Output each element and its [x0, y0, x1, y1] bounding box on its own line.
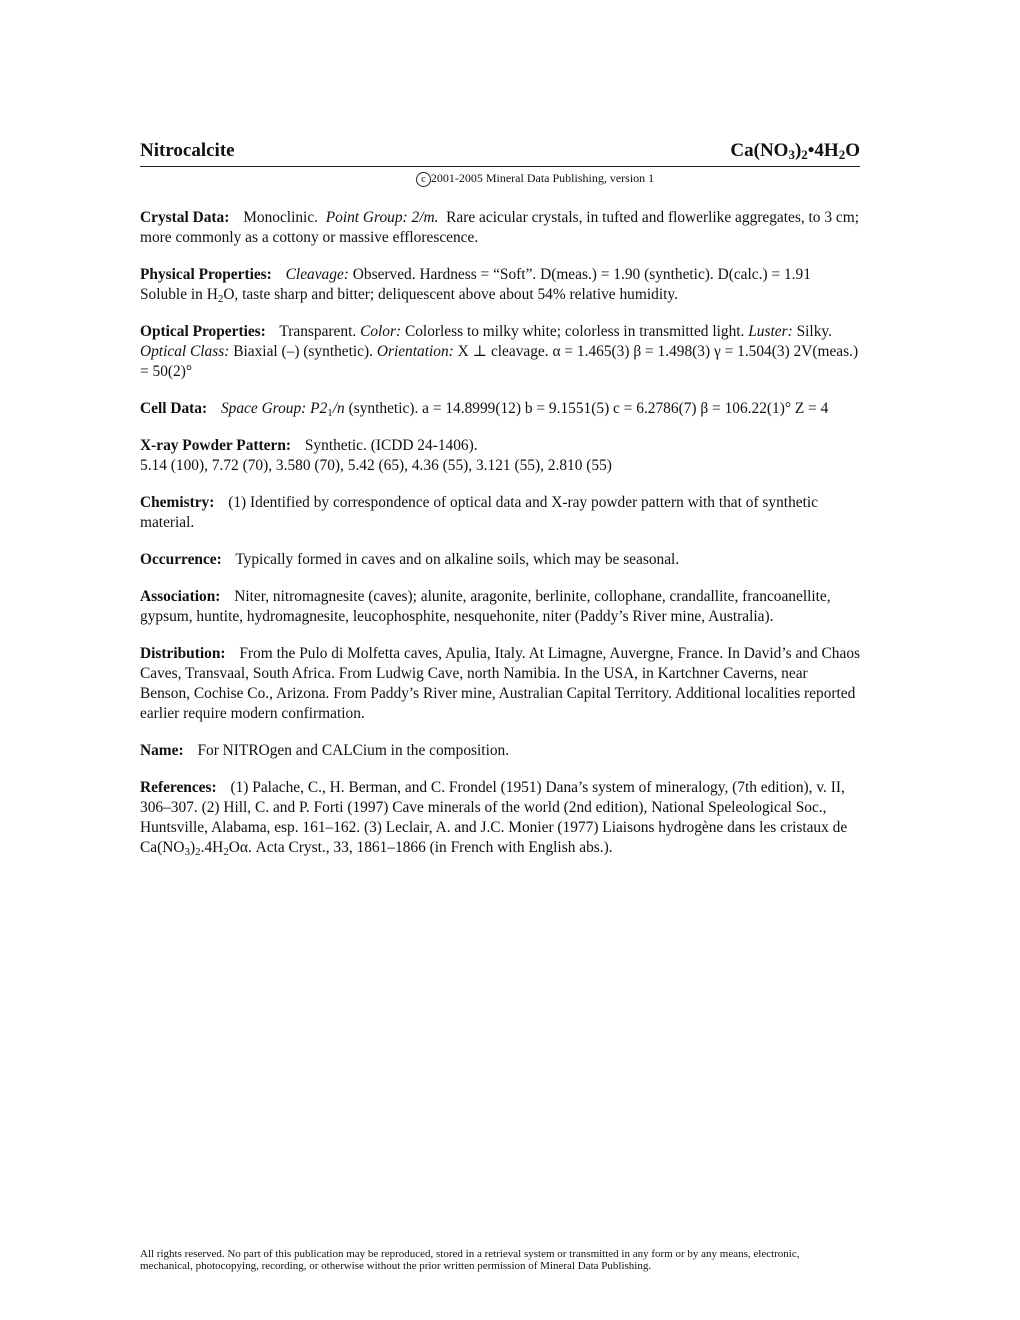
occurrence-section: Occurrence: Typically formed in caves and on alkaline soils, which may be seasonal. — [140, 550, 680, 568]
section-label: Chemistry: — [140, 493, 215, 511]
section-label: Association: — [140, 587, 221, 605]
section-label: Optical Properties: — [140, 322, 266, 340]
section-label: References: — [140, 778, 217, 796]
physical-properties-section: Physical Properties: Cleavage: Observed. Hardness = “Soft”. D(meas.) = 1.90 (synthetic). D(calc.) = 1.91 Soluble in $H_2O$, taste sharp and bitter; deliquescent above about 54% relative humidity. — [140, 265, 811, 305]
mineral-formula: $Ca(NO_3)_2•4H_2O$ — [730, 140, 860, 162]
optical-properties-section: Optical Properties: Transparent. Color: Colorless to milky white; colorless in transmitted light. Luster: Silky. Optical Class: Biaxial (–) (synthetic). Orientation: X ⊥ cleavage. α = 1.465(3) β = 1.498(3) γ = 1.504(3) 2V(meas.) = 50(2)° — [140, 322, 859, 380]
document-page — [140, 140, 860, 858]
references-section: References: (1) Palache, C., H. Berman, and C. Frondel (1951) Dana’s system of mineralogy, (7th edition), v. II, 306–307. (2) Hill, C. and P. Forti (1997) Cave minerals of the world (2nd edition), National Speleological Soc., Huntsville, Alabama, esp. 161–162. (3) Leclair, A. and J.C. Monier (1977) Liaisons hydrogène dans les cristaux de $Ca(NO_3)_2.4H_2O\alpha$. Acta Cryst., 33, 1861–1866 (in French with English abs.). — [140, 778, 848, 858]
section-label: Occurrence: — [140, 550, 222, 568]
section-label: Physical Properties: — [140, 265, 272, 283]
crystal-data-section: Crystal Data: Monoclinic. Point Group: 2/m. Rare acicular crystals, in tufted and flowerlike aggregates, to 3 cm; more commonly as a cottony or massive efflorescence. — [140, 208, 859, 246]
footer-rights-notice: All rights reserved. No part of this publication may be reproduced, stored in a retrieval system or transmitted in any form or by any means, electronic, mechanical, photocopying, recording, or otherwise without the prior written permission of Mineral Data Publishing. — [140, 1248, 800, 1272]
section-label: Name: — [140, 741, 184, 759]
section-label: Crystal Data: — [140, 208, 230, 226]
copyright-line: c 2001-2005 Mineral Data Publishing, version 1 — [210, 171, 860, 187]
association-section: Association: Niter, nitromagnesite (caves); alunite, aragonite, berlinite, collophane, crandallite, francoanellite, gypsum, huntite, hydromagnesite, leucophosphite, nesquehonite, niter (Paddy’s River mine, Australia). — [140, 587, 831, 625]
distribution-section: Distribution: From the Pulo di Molfetta caves, Apulia, Italy. At Limagne, Auvergne, France. In David’s and Chaos Caves, Transvaal, South Africa. From Ludwig Cave, north Namibia. In the USA, in Kartchner Caverns, near Benson, Cochise Co., Arizona. From Paddy’s River mine, Australian Capital Territory. Additional localities reported earlier require modern confirmation. — [140, 644, 861, 722]
name-section: Name: For NITROgen and CALCium in the composition. — [140, 741, 510, 759]
cell-data-section: Cell Data: Space Group: $P2_1/n$ (synthetic). a = 14.8999(12) b = 9.1551(5) c = 6.2786(7) β = 106.22(1)° Z = 4 — [140, 399, 829, 419]
chemistry-section: Chemistry: (1) Identified by correspondence of optical data and X-ray powder pattern with that of synthetic material. — [140, 493, 818, 531]
page-header — [140, 140, 860, 167]
copyright-icon: c — [416, 172, 431, 187]
section-label: Cell Data: — [140, 399, 208, 417]
mineral-name: Nitrocalcite — [140, 140, 235, 161]
xray-powder-pattern-section: X-ray Powder Pattern: Synthetic. (ICDD 24-1406). 5.14 (100), 7.72 (70), 3.580 (70), 5.42 (65), 4.36 (55), 3.121 (55), 2.810 (55) — [140, 436, 612, 474]
section-label: X-ray Powder Pattern: — [140, 436, 292, 454]
section-label: Distribution: — [140, 644, 226, 662]
